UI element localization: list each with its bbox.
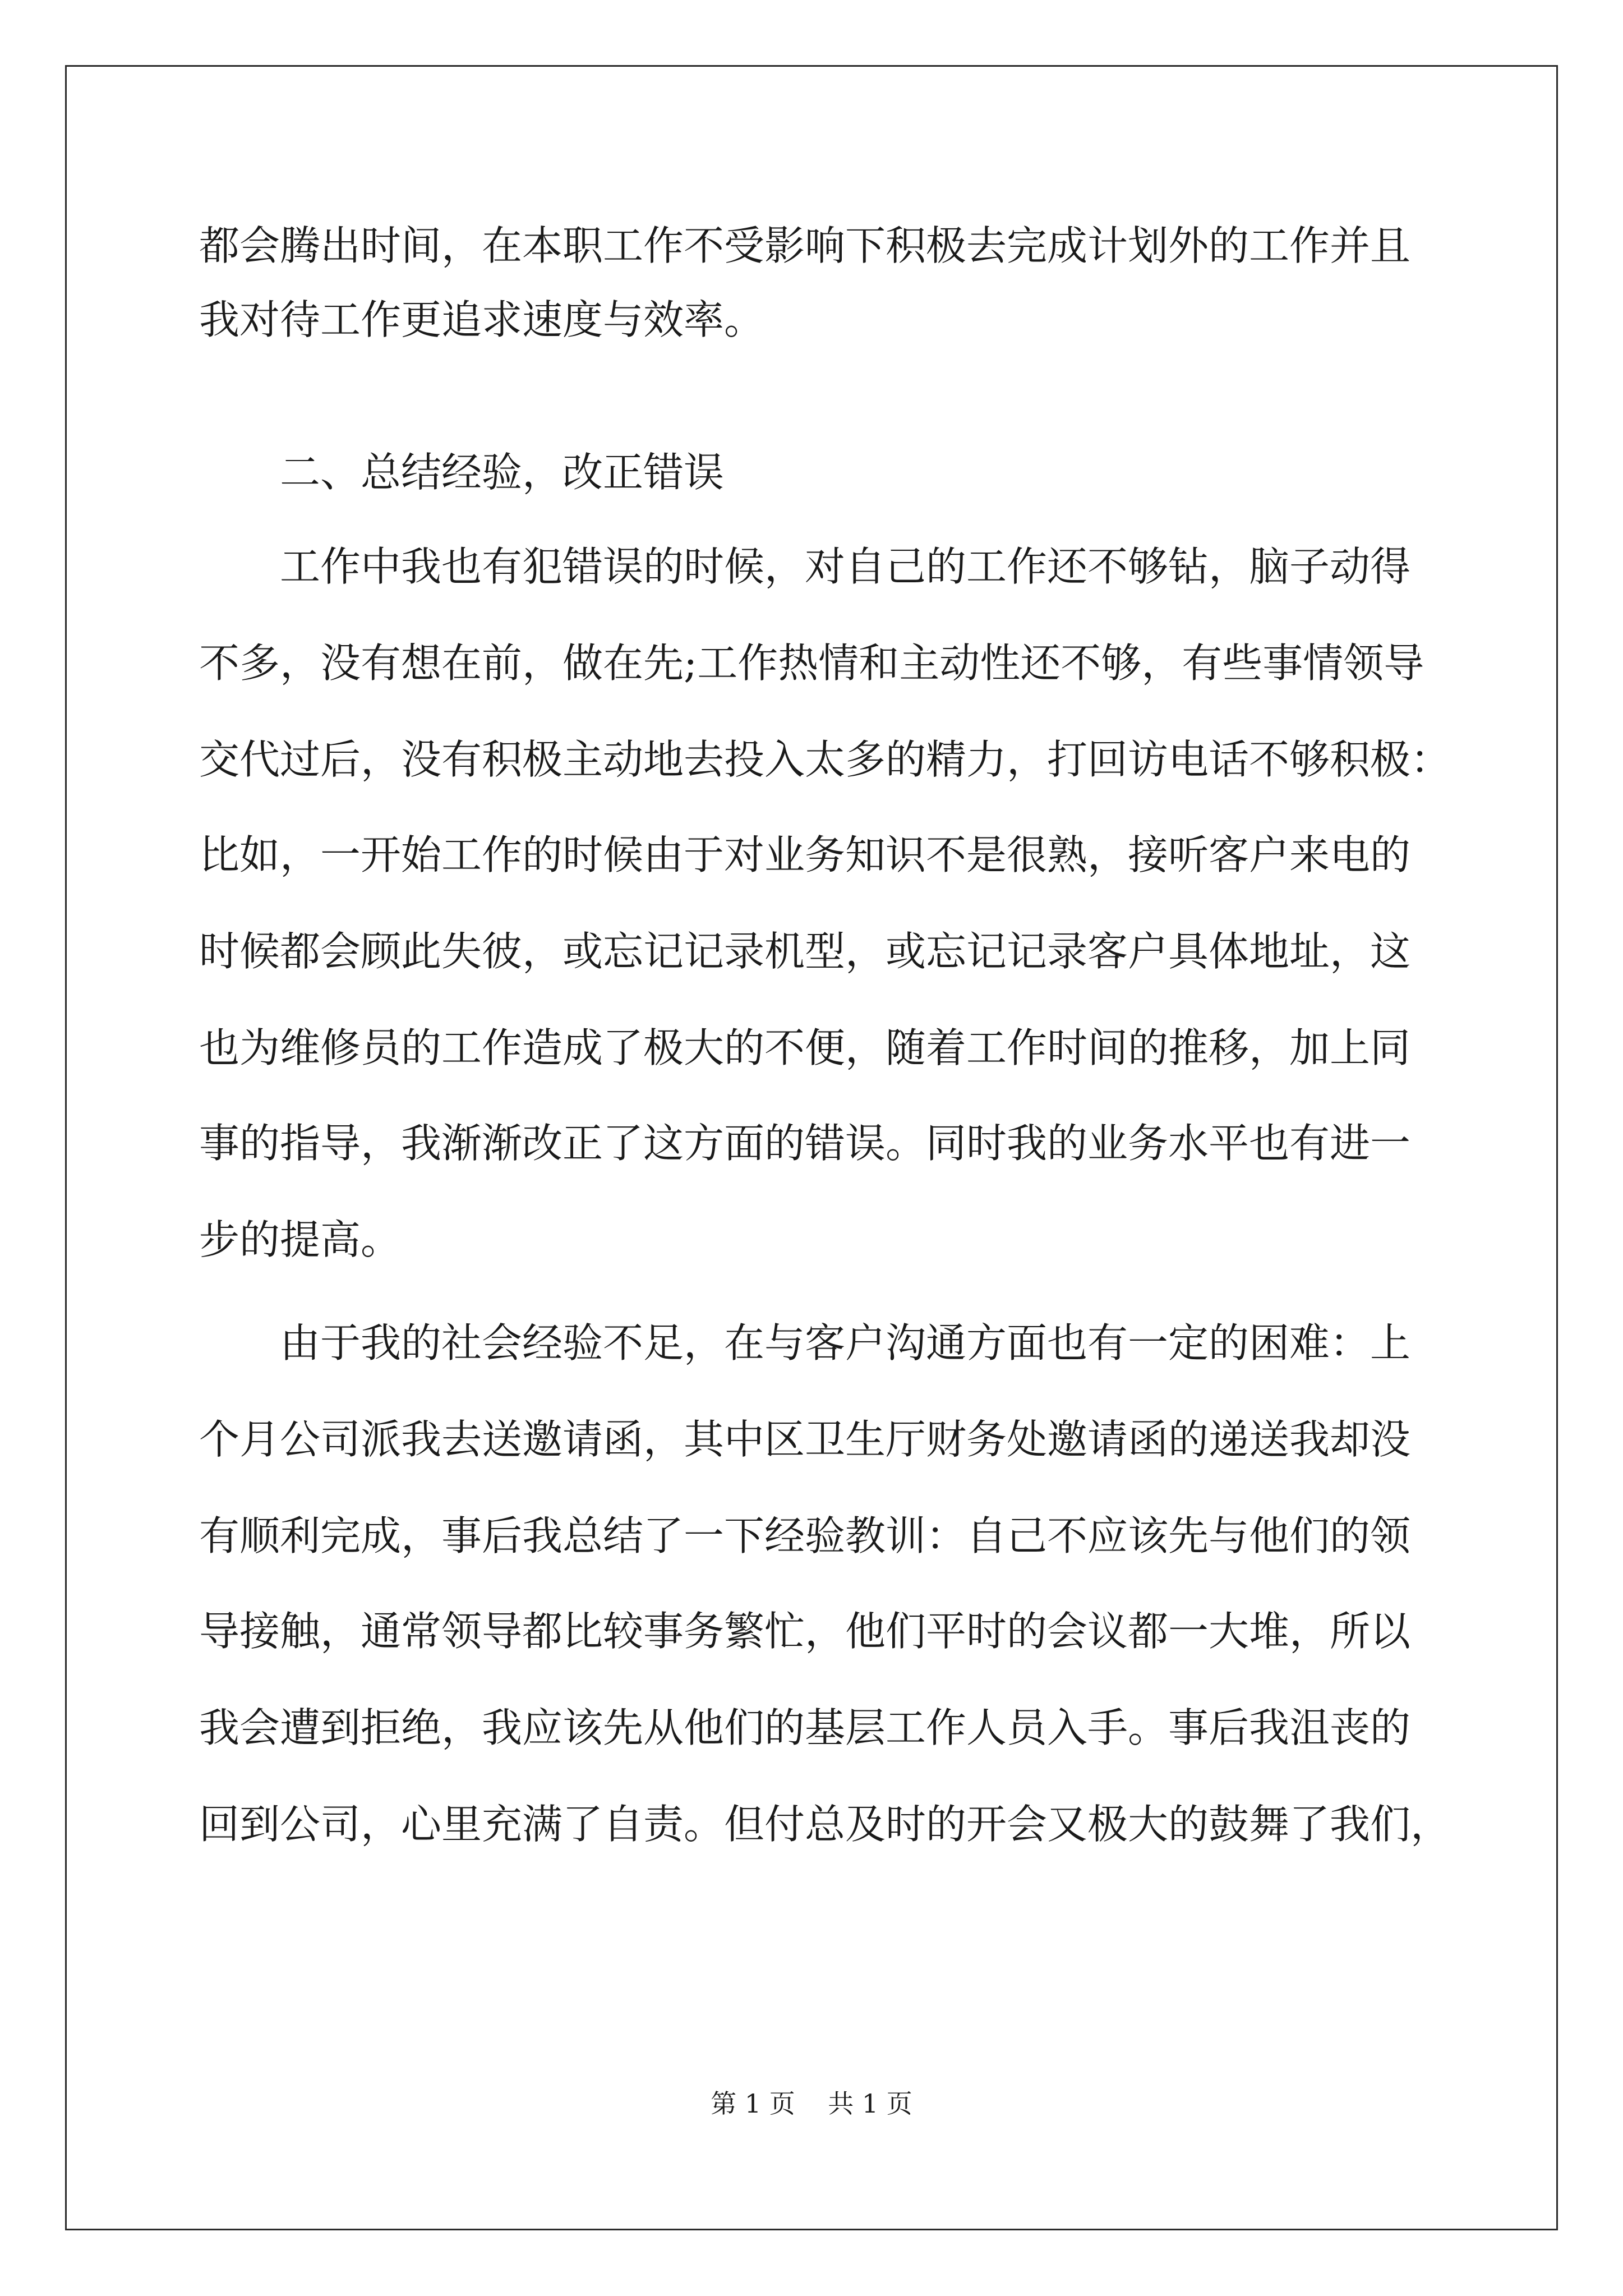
text-line: 回到公司，心里充满了自责。但付总及时的开会又极大的鼓舞了我们，: [199, 1801, 1451, 1848]
text-line: 有顺利完成，事后我总结了一下经验教训：自己不应该先与他们的领: [199, 1512, 1411, 1559]
text-line: 导接触，通常领导都比较事务繁忙，他们平时的会议都一大堆，所以: [199, 1608, 1411, 1655]
text-line: 个月公司派我去送邀请函，其中区卫生厅财务处邀请函的递送我却没: [199, 1416, 1411, 1463]
text-line: 我会遭到拒绝，我应该先从他们的基层工作人员入手。事后我沮丧的: [199, 1704, 1411, 1751]
page-number-footer: 第 1 页 共 1 页: [711, 2088, 912, 2119]
text-line: 工作中我也有犯错误的时候，对自己的工作还不够钻，脑子动得: [280, 543, 1411, 590]
section-heading: 二、总结经验，改正错误: [280, 449, 725, 496]
text-line: 不多，没有想在前，做在先;工作热情和主动性还不够，有些事情领导: [199, 639, 1424, 687]
text-line: 事的指导，我渐渐改正了这方面的错误。同时我的业务水平也有进一: [199, 1120, 1411, 1167]
text-line: 由于我的社会经验不足，在与客户沟通方面也有一定的困难：上: [280, 1319, 1411, 1366]
text-line: 步的提高。: [199, 1216, 402, 1263]
text-line: 交代过后，没有积极主动地去投入太多的精力，打回访电话不够积极：: [199, 736, 1451, 783]
text-line: 比如，一开始工作的时候由于对业务知识不是很熟，接听客户来电的: [199, 831, 1411, 878]
text-line: 都会腾出时间，在本职工作不受影响下积极去完成计划外的工作并且: [199, 222, 1411, 269]
text-line: 我对待工作更追求速度与效率。: [199, 296, 765, 343]
text-line: 也为维修员的工作造成了极大的不便，随着工作时间的推移，加上同: [199, 1024, 1411, 1071]
text-line: 时候都会顾此失彼，或忘记记录机型，或忘记记录客户具体地址，这: [199, 928, 1411, 975]
